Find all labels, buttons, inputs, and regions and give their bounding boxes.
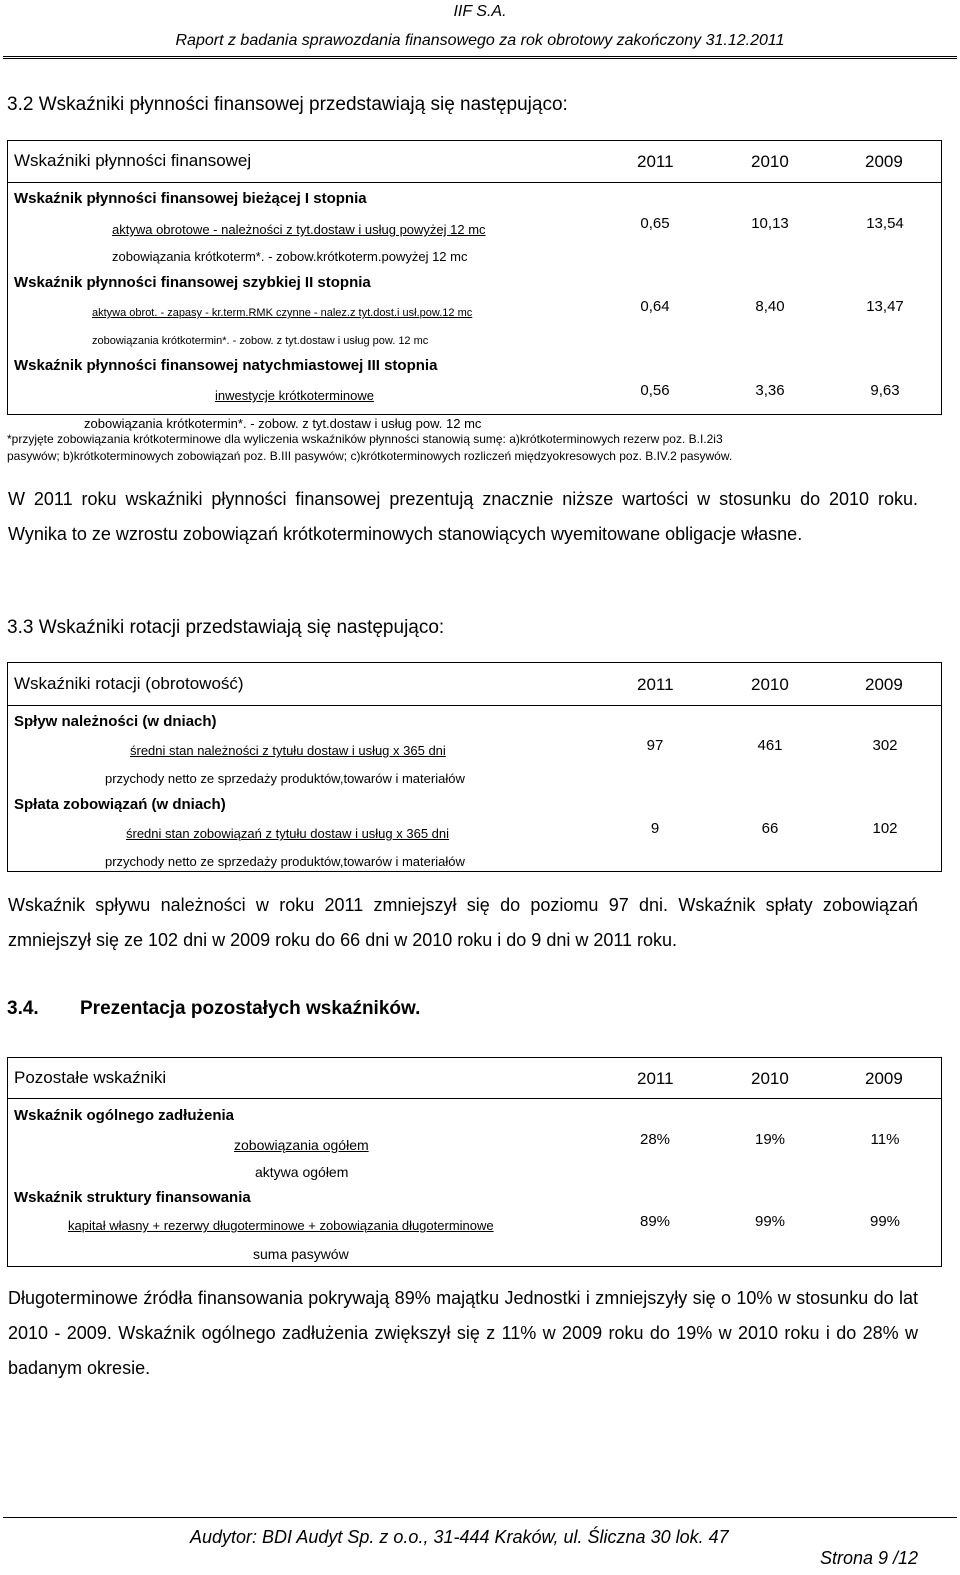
ratio-numerator: zobowiązania ogółem	[234, 1137, 369, 1153]
value-2009: 13,54	[866, 215, 904, 232]
section-3-4-number: 3.4.	[7, 998, 39, 1019]
ratio-name: Wskaźnik ogólnego zadłużenia	[14, 1107, 235, 1124]
value-2009: 99%	[869, 1213, 901, 1230]
ratio-name: Wskaźnik płynności finansowej natychmiastowej III stopnia	[14, 357, 438, 374]
value-2011: 89%	[639, 1213, 671, 1230]
year-col-2011: 2011	[637, 1069, 674, 1088]
report-title: Raport z badania sprawozdania finansowego za rok obrotowy zakończony 31.12.2011	[175, 32, 785, 49]
value-2011: 97	[646, 737, 664, 754]
company-name: IIF S.A.	[453, 3, 507, 20]
value-2010: 3,36	[755, 382, 785, 399]
value-2010: 99%	[754, 1213, 786, 1230]
value-2010: 19%	[754, 1131, 786, 1148]
table-header-divider	[8, 705, 941, 706]
value-2009: 11%	[870, 1131, 900, 1148]
ratio-numerator: średni stan zobowiązań z tytułu dostaw i usług x 365 dni	[126, 826, 450, 841]
value-2011: 0,56	[640, 382, 670, 399]
value-2009: 9,63	[870, 382, 900, 399]
liquidity-paragraph: W 2011 roku wskaźniki płynności finansowej prezentują znacznie niższe wartości w stosunku do 2010 roku. Wynika to ze wzrostu zobowiązań krótkoterminowych stanowiących wyemitowane obligacje własne.	[8, 489, 918, 544]
ratio-denominator: aktywa ogółem	[255, 1164, 349, 1180]
ratio-name: Spływ należności (w dniach)	[14, 713, 217, 730]
ratio-numerator: aktywa obrotowe - należności z tyt.dostaw i usług powyżej 12 mc	[112, 222, 486, 237]
section-3-3-heading: 3.3 Wskaźniki rotacji przedstawiają się następująco:	[7, 617, 445, 638]
footnote	[7, 431, 952, 465]
ratio-denominator: zobowiązania krótkotermin*. - zobow. z tyt.dostaw i usług pow. 12 mc	[84, 416, 482, 431]
value-2010: 10,13	[751, 215, 789, 232]
ratio-name: Wskaźnik płynności finansowej bieżącej I stopnia	[14, 190, 367, 207]
other-ratios-table	[7, 1057, 942, 1267]
footer-divider	[3, 1517, 957, 1518]
year-col-2010: 2010	[751, 675, 789, 694]
year-col-2009: 2009	[865, 152, 903, 171]
section-3-4-heading: Prezentacja pozostałych wskaźników.	[80, 998, 421, 1019]
ratio-numerator: kapitał własny + rezerwy długoterminowe + zobowiązania długoterminowe	[68, 1218, 494, 1233]
ratio-name: Spłata zobowiązań (w dniach)	[14, 796, 226, 813]
footnote-line-1: *przyjęte zobowiązania krótkoterminowe dla wyliczenia wskaźników płynności stanowią sumę: a)krótkoterminowych rezerw poz. B.I.2i3	[7, 432, 723, 446]
table-header-divider	[8, 1098, 941, 1099]
ratio-numerator: aktywa obrot. - zapasy - kr.term.RMK czynne - nalez.z tyt.dost.i usł.pow.12 mc	[92, 307, 473, 319]
year-col-2010: 2010	[751, 1069, 789, 1088]
year-col-2009: 2009	[865, 1069, 903, 1088]
other-ratios-paragraph: Długoterminowe źródła finansowania pokrywają 89% majątku Jednostki i zmniejszyły się o 10% w stosunku do lat 2010 - 2009. Wskaźnik ogólnego zadłużenia zwiększył się z 11% w 2009 roku do 19% w 2010 roku i do 28% w badanym okresie.	[8, 1288, 918, 1378]
ratio-numerator: średni stan należności z tytułu dostaw i usług x 365 dni	[130, 743, 446, 758]
ratio-denominator: zobowiązania krótkoterm*. - zobow.krótkoterm.powyżej 12 mc	[112, 249, 468, 264]
value-2009: 102	[872, 820, 898, 837]
value-2011: 0,64	[640, 298, 670, 315]
year-col-2011: 2011	[637, 675, 674, 694]
other-ratios-table-title: Pozostałe wskaźniki	[14, 1068, 167, 1087]
ratio-denominator: przychody netto ze sprzedaży produktów,towarów i materiałów	[105, 854, 465, 869]
year-col-2010: 2010	[751, 152, 789, 171]
value-2010: 461	[757, 737, 783, 754]
rotation-paragraph: Wskaźnik spływu należności w roku 2011 zmniejszył się do poziomu 97 dni. Wskaźnik spłaty zobowiązań zmniejszył się ze 102 dni w 2009 roku do 66 dni w 2010 roku i do 9 dni w 2011 roku.	[8, 895, 918, 950]
value-2011: 9	[650, 820, 660, 837]
header-divider-2	[3, 58, 957, 59]
ratio-name: Wskaźnik struktury finansowania	[14, 1189, 251, 1206]
value-2011: 28%	[639, 1131, 671, 1148]
value-2011: 0,65	[640, 215, 670, 232]
value-2009: 13,47	[866, 298, 904, 315]
value-2009: 302	[872, 737, 898, 754]
header-divider	[3, 56, 957, 57]
rotation-table-title: Wskaźniki rotacji (obrotowość)	[14, 674, 244, 693]
ratio-denominator: przychody netto ze sprzedaży produktów,towarów i materiałów	[105, 771, 465, 786]
liquidity-table-title: Wskaźniki płynności finansowej	[14, 151, 252, 170]
year-col-2009: 2009	[865, 675, 903, 694]
auditor-info: Audytor: BDI Audyt Sp. z o.o., 31-444 Kraków, ul. Śliczna 30 lok. 47	[190, 1527, 729, 1547]
ratio-name: Wskaźnik płynności finansowej szybkiej II stopnia	[14, 274, 371, 291]
value-2010: 8,40	[755, 298, 785, 315]
ratio-denominator: zobowiązania krótkotermin*. - zobow. z tyt.dostaw i usług pow. 12 mc	[92, 335, 429, 347]
table-header-divider	[8, 182, 941, 183]
footnote-line-2: pasywów; b)krótkoterminowych zobowiązań poz. B.III pasywów; c)krótkoterminowych rozliczeń międzyokresowych poz. B.IV.2 pasywów.	[7, 449, 733, 463]
ratio-numerator: inwestycje krótkoterminowe	[215, 388, 374, 403]
section-3-2-heading: 3.2 Wskaźniki płynności finansowej przedstawiają się następująco:	[7, 94, 568, 115]
page-number: Strona 9 /12	[820, 1548, 919, 1568]
ratio-denominator: suma pasywów	[253, 1246, 349, 1262]
value-2010: 66	[761, 820, 779, 837]
year-col-2011: 2011	[637, 152, 674, 171]
